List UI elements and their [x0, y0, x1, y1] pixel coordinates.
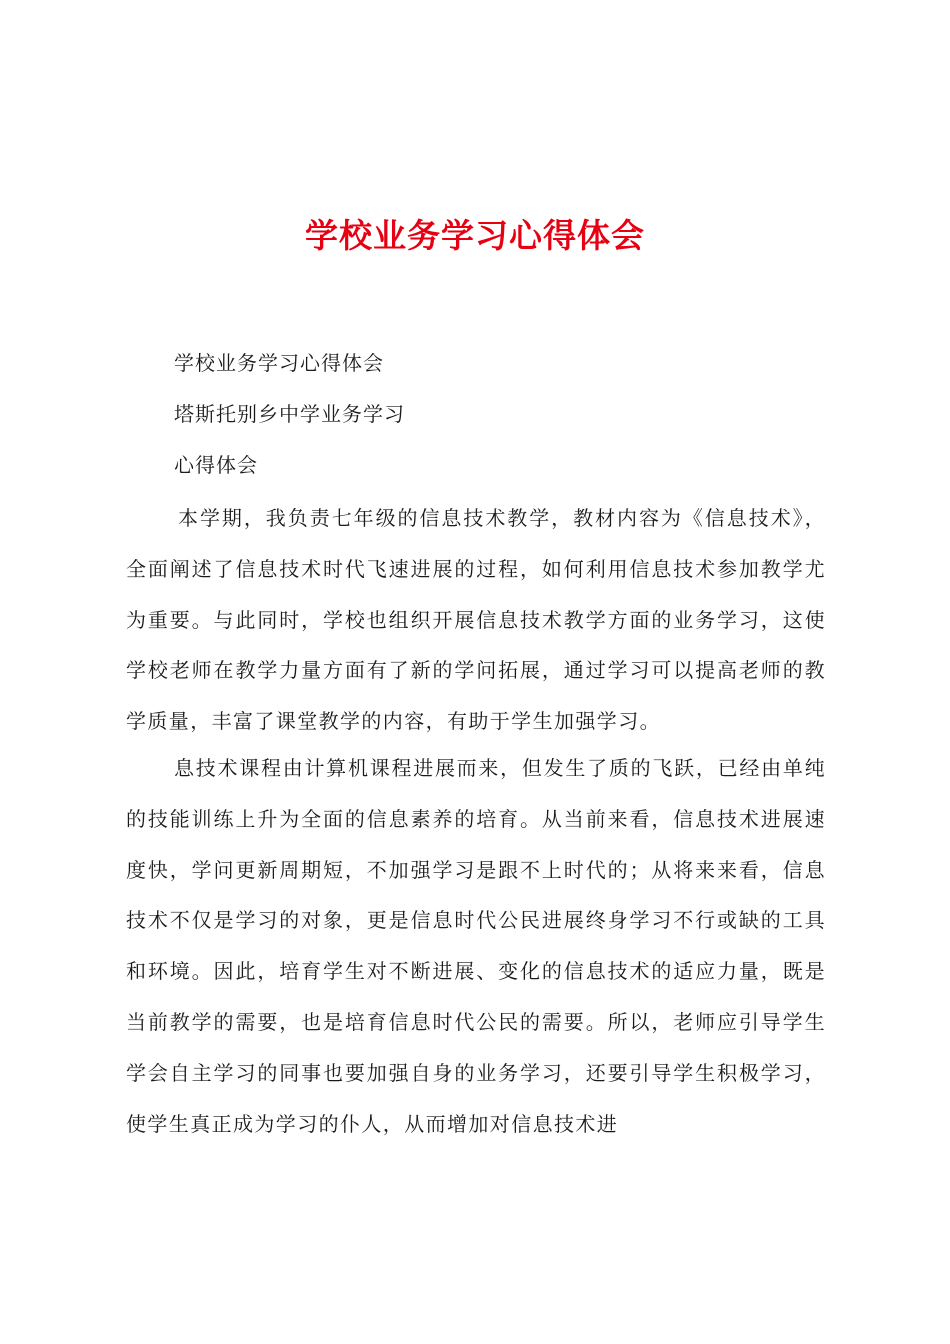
subtitle-line-1: 学校业务学习心得体会 [174, 351, 384, 375]
body-paragraph-2: 息技术课程由计算机课程进展而来，但发生了质的飞跃，已经由单纯的技能训练上升为全面的信息素养的培育。从当前来看，信息技术进展速度快，学问更新周期短，不加强学习是跟不上时代的；从将来来看，信息技术不仅是学习的对象，更是信息时代公民进展终身学习不行或缺的工具和环境。因此，培育学生对不断进展、变化的信息技术的适应力量，既是当前教学的需要，也是培育信息时代公民的需要。所以，老师应引导学生学会自主学习的同事也要加强自身的业务学习，还要引导学生积极学习，使学生真正成为学习的仆人，从而增加对信息技术进 [126, 756, 826, 1136]
subtitle-line-3: 心得体会 [174, 453, 258, 477]
document-title: 学校业务学习心得体会 [305, 216, 645, 255]
subtitle-line-2: 塔斯托别乡中学业务学习 [174, 402, 405, 426]
body-paragraph-1: 本学期，我负责七年级的信息技术教学，教材内容为《信息技术》，全面阐述了信息技术时代飞速进展的过程，如何利用信息技术参加教学尤为重要。与此同时，学校也组织开展信息技术教学方面的业务学习，这使学校老师在教学力量方面有了新的学问拓展，通过学习可以提高老师的教学质量，丰富了课堂教学的内容，有助于学生加强学习。 [126, 506, 826, 734]
